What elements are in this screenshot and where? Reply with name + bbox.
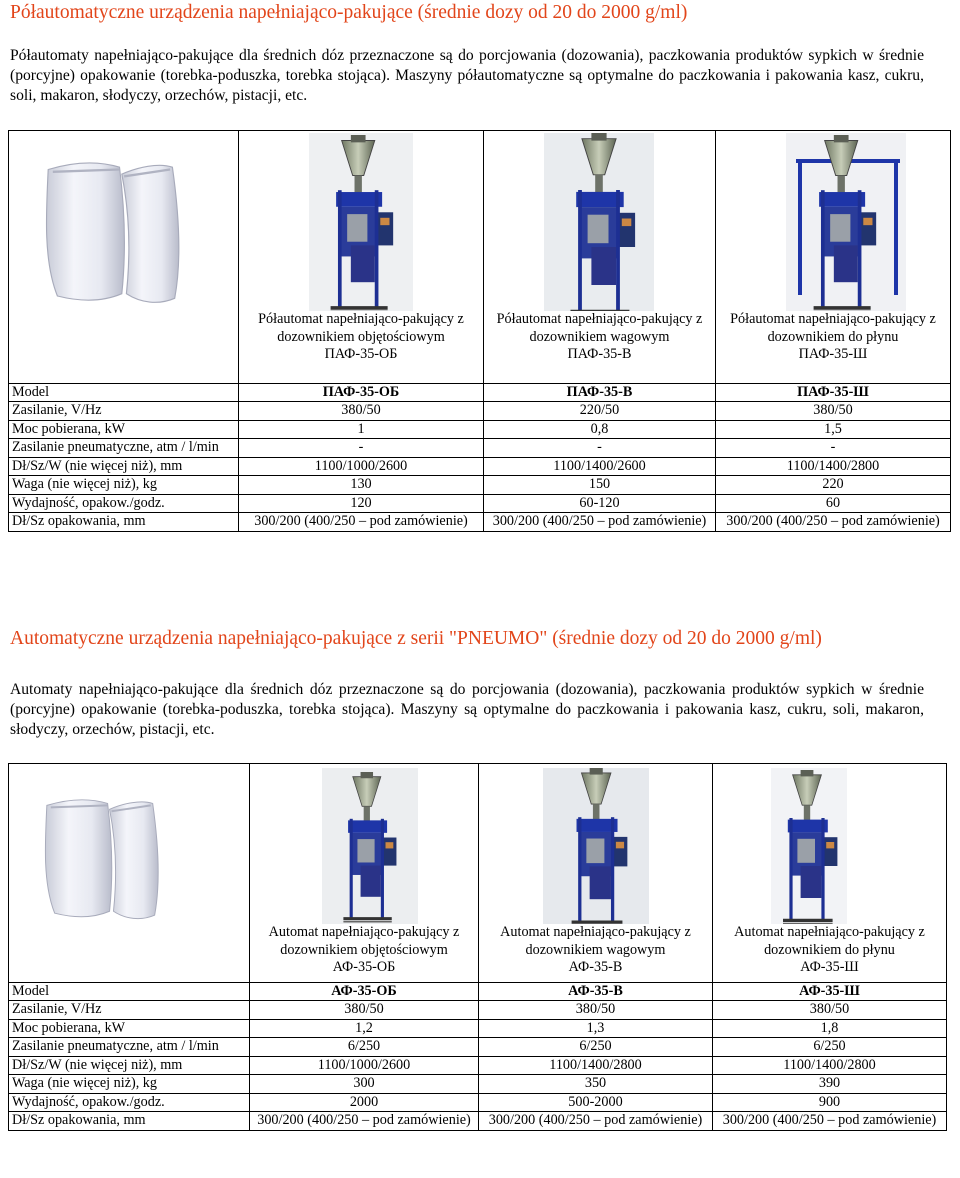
table-row <box>9 1001 947 1020</box>
table-row <box>9 402 951 421</box>
table-row <box>9 513 951 532</box>
machine-photo-cell <box>484 131 716 312</box>
table-row <box>9 383 951 402</box>
machine-photo-cell <box>250 764 479 925</box>
machine-photo <box>239 131 483 311</box>
row-label: Model <box>9 383 239 402</box>
row-label: Wydajność, opakow./godz. <box>9 1093 250 1112</box>
bag-photo-cell <box>9 131 239 312</box>
bag-photo <box>9 764 249 924</box>
cell-value: 380/50 <box>716 402 951 421</box>
machine-caption: Półautomat napełniająco-pakujący z dozownikiem do płynu ПАФ-35-Ш <box>716 311 951 383</box>
machine-caption: Automat napełniająco-pakujący z dozownikiem do płynu АФ-35-Ш <box>713 924 947 982</box>
table-row <box>9 1075 947 1094</box>
machine-caption: Automat napełniająco-pakujący z dozownikiem objętościowym АФ-35-ОБ <box>250 924 479 982</box>
cell-value: ПАФ-35-Ш <box>716 383 951 402</box>
cell-value: 1,5 <box>716 420 951 439</box>
cell-value: 300/200 (400/250 – pod zamówienie) <box>484 513 716 532</box>
section1-title: Półautomatyczne urządzenia napełniająco-pakujące (średnie dozy od 20 do 2000 g/ml) <box>10 2 688 23</box>
spec-table-semiauto <box>8 130 951 532</box>
cell-value: АФ-35-В <box>479 982 713 1001</box>
machine-photo-cell <box>716 131 951 312</box>
cell-value: 380/50 <box>239 402 484 421</box>
cell-value: 350 <box>479 1075 713 1094</box>
row-label: Waga (nie więcej niż), kg <box>9 476 239 495</box>
cell-value: 60-120 <box>484 494 716 513</box>
machine-code: ПАФ-35-В <box>567 346 632 362</box>
machine-code: АФ-35-ОБ <box>332 959 396 975</box>
table-row <box>9 982 947 1001</box>
table-row <box>9 1056 947 1075</box>
machine-code: ПАФ-35-ОБ <box>324 346 398 362</box>
cell-value: 1100/1000/2600 <box>250 1056 479 1075</box>
cell-value: 1,3 <box>479 1019 713 1038</box>
machine-caption: Półautomat napełniająco-pakujący z dozownikiem wagowym ПАФ-35-В <box>484 311 716 383</box>
table-row <box>9 1038 947 1057</box>
cell-value: 380/50 <box>250 1001 479 1020</box>
cell-value: 1100/1000/2600 <box>239 457 484 476</box>
cell-value: - <box>716 439 951 458</box>
cell-value: ПАФ-35-ОБ <box>239 383 484 402</box>
machine-code: ПАФ-35-Ш <box>798 346 868 362</box>
row-label: Zasilanie pneumatyczne, atm / l/min <box>9 439 239 458</box>
cell-value: - <box>239 439 484 458</box>
section2-title: Automatyczne urządzenia napełniająco-pakujące z serii "PNEUMO" (średnie dozy od 20 do 2000 g/ml) <box>10 628 822 649</box>
cell-value: 380/50 <box>713 1001 947 1020</box>
cell-value: - <box>484 439 716 458</box>
table-row <box>9 494 951 513</box>
row-label: Dł/Sz/W (nie więcej niż), mm <box>9 1056 250 1075</box>
cell-value: 1,2 <box>250 1019 479 1038</box>
machine-photo <box>250 764 478 924</box>
table-row <box>9 457 951 476</box>
cell-value: 380/50 <box>479 1001 713 1020</box>
machine-code: АФ-35-В <box>568 959 623 975</box>
row-label: Dł/Sz opakowania, mm <box>9 513 239 532</box>
cell-value: 0,8 <box>484 420 716 439</box>
cell-value: 60 <box>716 494 951 513</box>
row-label: Zasilanie pneumatyczne, atm / l/min <box>9 1038 250 1057</box>
machine-caption: Automat napełniająco-pakujący z dozownikiem wagowym АФ-35-В <box>479 924 713 982</box>
cell-value: АФ-35-Ш <box>713 982 947 1001</box>
cell-value: 300/200 (400/250 – pod zamówienie) <box>716 513 951 532</box>
row-label: Moc pobierana, kW <box>9 1019 250 1038</box>
cell-value: 300 <box>250 1075 479 1094</box>
cell-value: 500-2000 <box>479 1093 713 1112</box>
cell-value: АФ-35-ОБ <box>250 982 479 1001</box>
cell-value: 1100/1400/2800 <box>479 1056 713 1075</box>
cell-value: 300/200 (400/250 – pod zamówienie) <box>250 1112 479 1131</box>
row-label: Dł/Sz opakowania, mm <box>9 1112 250 1131</box>
row-label: Wydajność, opakow./godz. <box>9 494 239 513</box>
machine-photo <box>479 764 712 924</box>
cell-value: 220/50 <box>484 402 716 421</box>
cell-value: 1100/1400/2800 <box>713 1056 947 1075</box>
cell-value: 300/200 (400/250 – pod zamówienie) <box>239 513 484 532</box>
machine-photo <box>713 764 946 924</box>
row-label: Moc pobierana, kW <box>9 420 239 439</box>
cell-value: 300/200 (400/250 – pod zamówienie) <box>713 1112 947 1131</box>
cell-value: 2000 <box>250 1093 479 1112</box>
cell-value: ПАФ-35-В <box>484 383 716 402</box>
section1-description: Półautomaty napełniająco-pakujące dla średnich dóz przeznaczone są do porcjowania (dozowania), paczkowania produktów sypkich w średnie (porcyjne) opakowanie (torebka-poduszka, torebka stojąca). Maszyny półautomatyczne są optymalne do paczkowania i pakowania kasz, cukru, soli, makaron, słodyczy, orzechów, pistacji, etc. <box>10 47 924 104</box>
table-row <box>9 1019 947 1038</box>
bag-photo-cell <box>9 764 250 925</box>
cell-value: 300/200 (400/250 – pod zamówienie) <box>479 1112 713 1131</box>
bag-photo <box>9 131 238 311</box>
cell-value: 130 <box>239 476 484 495</box>
cell-value: 1,8 <box>713 1019 947 1038</box>
cell-value: 390 <box>713 1075 947 1094</box>
row-label: Dł/Sz/W (nie więcej niż), mm <box>9 457 239 476</box>
row-label: Zasilanie, V/Hz <box>9 1001 250 1020</box>
table-row <box>9 476 951 495</box>
cell-value: 1100/1400/2600 <box>484 457 716 476</box>
machine-photo-cell <box>479 764 713 925</box>
cell-value: 6/250 <box>250 1038 479 1057</box>
machine-photo-cell <box>239 131 484 312</box>
cell-value: 1 <box>239 420 484 439</box>
cell-value: 1100/1400/2800 <box>716 457 951 476</box>
machine-photo-cell <box>713 764 947 925</box>
machine-photo <box>716 131 950 311</box>
table-row <box>9 420 951 439</box>
spec-table-auto <box>8 763 947 1131</box>
cell-value: 6/250 <box>713 1038 947 1057</box>
row-label: Zasilanie, V/Hz <box>9 402 239 421</box>
machine-caption: Półautomat napełniająco-pakujący z dozownikiem objętościowym ПАФ-35-ОБ <box>239 311 484 383</box>
cell-value: 120 <box>239 494 484 513</box>
table-row <box>9 439 951 458</box>
cell-value: 220 <box>716 476 951 495</box>
table-row <box>9 1093 947 1112</box>
cell-value: 150 <box>484 476 716 495</box>
machine-code: АФ-35-Ш <box>800 959 859 975</box>
table-row <box>9 1112 947 1131</box>
row-label: Waga (nie więcej niż), kg <box>9 1075 250 1094</box>
section2-description: Automaty napełniająco-pakujące dla średnich dóz przeznaczone są do porcjowania (dozowania), paczkowania produktów sypkich w średnie (porcyjne) opakowanie (torebka-poduszka, torebka stojąca). Maszyny są optymalne do paczkowania i pakowania kasz, cukru, soli, makaron, słodyczy, orzechów, pistacji, etc. <box>10 681 924 738</box>
cell-value: 900 <box>713 1093 947 1112</box>
machine-photo <box>484 131 715 311</box>
cell-value: 6/250 <box>479 1038 713 1057</box>
row-label: Model <box>9 982 250 1001</box>
